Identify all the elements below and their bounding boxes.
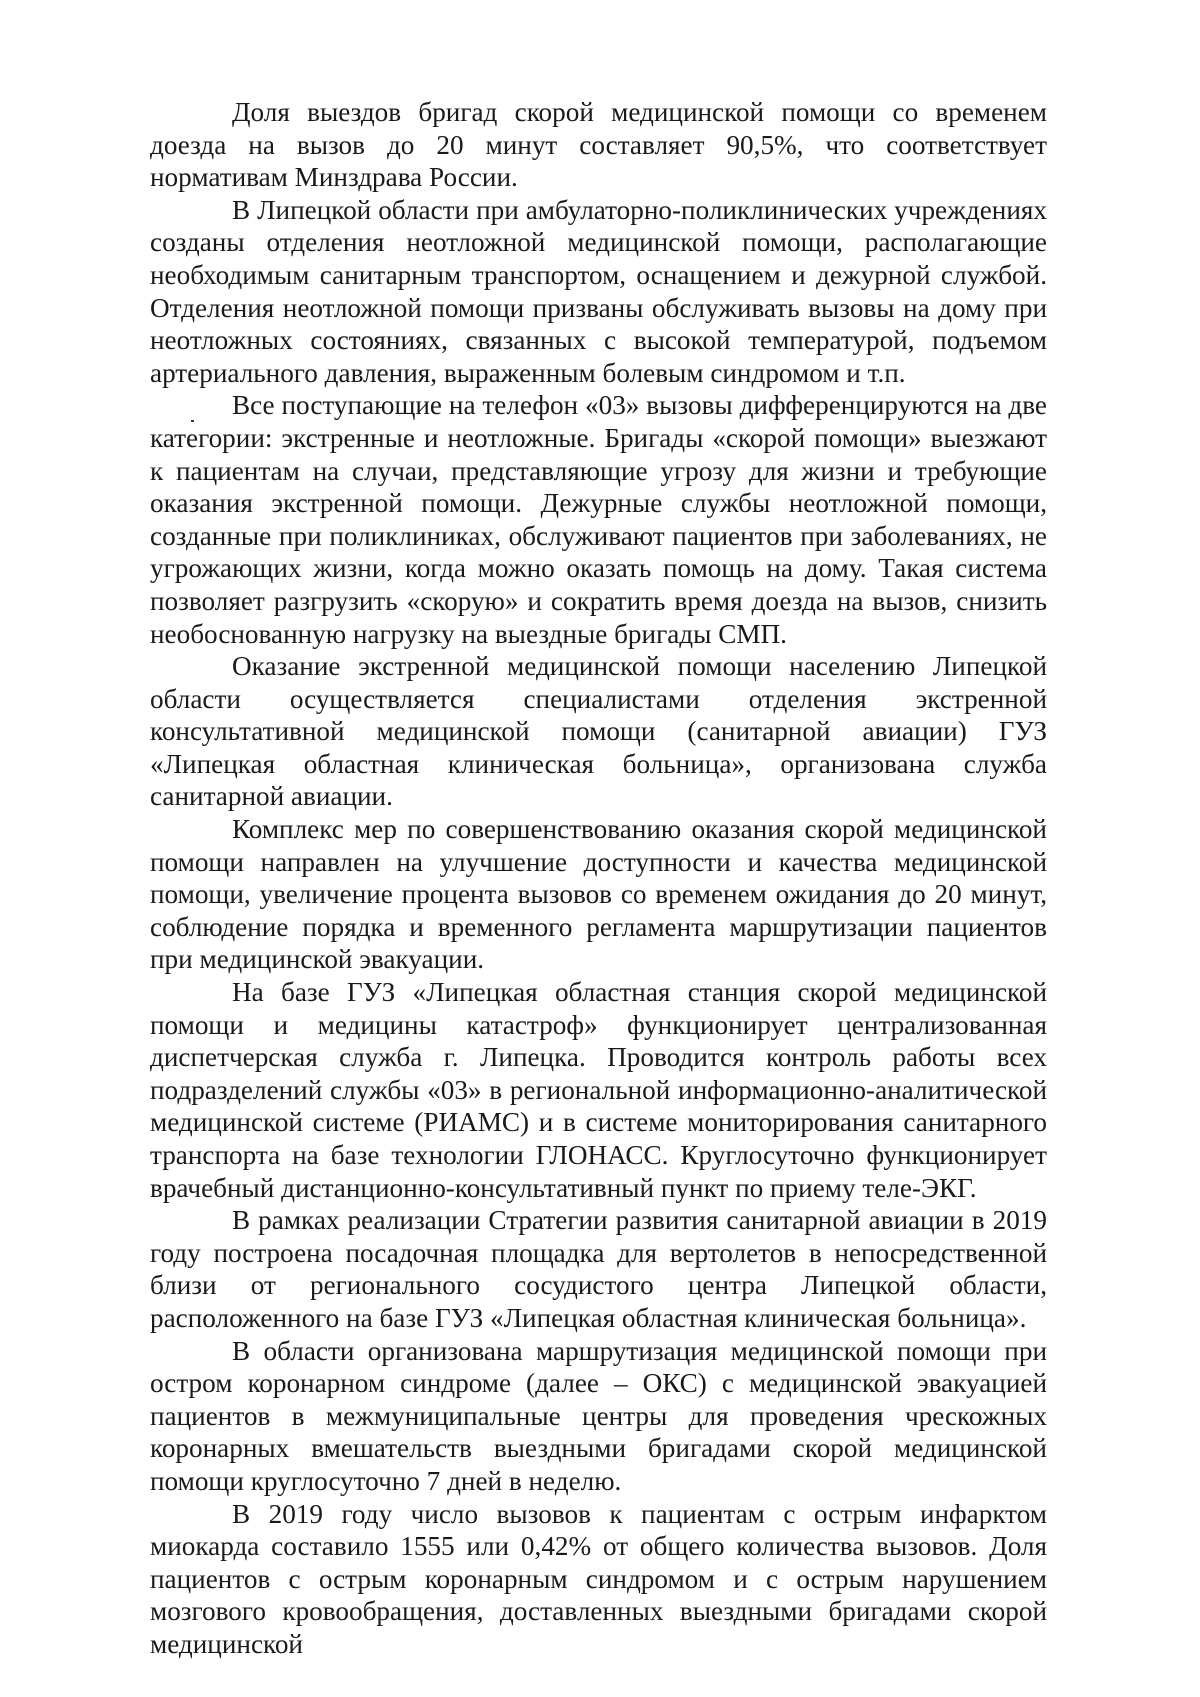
paragraph-acs-routing: В области организована маршрутизация медицинской помощи при остром коронарном синдроме (далее – ОКС) с медицинской эвакуацией пациентов в межмуниципальные центры для проведения чрескожных коронарных вмешательств выездными бригадами скорой медицинской помощи круглосуточно 7 дней в неделю. [150, 1335, 1047, 1496]
paragraph-helipad: В рамках реализации Стратегии развития санитарной авиации в 2019 году построена посадочная площадка для вертолетов в непосредственной близи от регионального сосудистого центра Липецкой области, расположенного на базе ГУЗ «Липецкая областная клиническая больница». [150, 1205, 1047, 1333]
paragraph-dispatch-service: На базе ГУЗ «Липецкая областная станция скорой медицинской помощи и медицины катастроф» функционирует централизованная диспетчерская служба г. Липецка. Проводится контроль работы всех подразделений службы «03» в региональной информационно-аналитической медицинской системе (РИАМС) и в системе мониторирования санитарного транспорта на базе технологии ГЛОНАСС. Круглосуточно функционирует врачебный дистанционно-консультативный пункт по приему теле-ЭКГ. [150, 977, 1047, 1203]
scan-speck [191, 420, 194, 422]
paragraph-heart-attack-stats: В 2019 году число вызовов к пациентам с острым инфарктом миокарда составило 1555 или 0,42% от общего количества вызовов. Доля пациентов с острым коронарным синдромом и с острым нарушением мозгового кровообращения, доставленных выездными бригадами скорой медицинской [150, 1498, 1047, 1659]
document-page [150, 96, 1047, 1661]
paragraph-improvement-measures: Комплекс мер по совершенствованию оказания скорой медицинской помощи направлен на улучшение доступности и качества медицинской помощи, увеличение процента вызовов со временем ожидания до 20 минут, соблюдение порядка и временного регламента маршрутизации пациентов при медицинской эвакуации. [150, 814, 1047, 975]
paragraph-urgent-care-departments: В Липецкой области при амбулаторно-поликлинических учреждениях созданы отделения неотложной медицинской помощи, располагающие необходимым санитарным транспортом, оснащением и дежурной службой. Отделения неотложной помощи призваны обслуживать вызовы на дому при неотложных состояниях, связанных с высокой температурой, подъемом артериального давления, выраженным болевым синдромом и т.п. [150, 194, 1047, 388]
paragraph-air-ambulance: Оказание экстренной медицинской помощи населению Липецкой области осуществляется специалистами отделения экстренной консультативной медицинской помощи (санитарной авиации) ГУЗ «Липецкая областная клиническая больница», организована служба санитарной авиации. [150, 651, 1047, 812]
paragraph-ambulance-arrival-share: Доля выездов бригад скорой медицинской помощи со временем доезда на вызов до 20 минут составляет 90,5%, что соответствует нормативам Минздрава России. [150, 97, 1047, 193]
paragraph-call-categories: Все поступающие на телефон «03» вызовы дифференцируются на две категории: экстренные и неотложные. Бригады «скорой помощи» выезжают к пациентам на случаи, представляющие угрозу для жизни и требующие оказания экстренной помощи. Дежурные службы неотложной помощи, созданные при поликлиниках, обслуживают пациентов при заболеваниях, не угрожающих жизни, когда можно оказать помощь на дому. Такая система позволяет разгрузить «скорую» и сократить время доезда на вызов, снизить необоснованную нагрузку на выездные бригады СМП. [150, 390, 1047, 649]
